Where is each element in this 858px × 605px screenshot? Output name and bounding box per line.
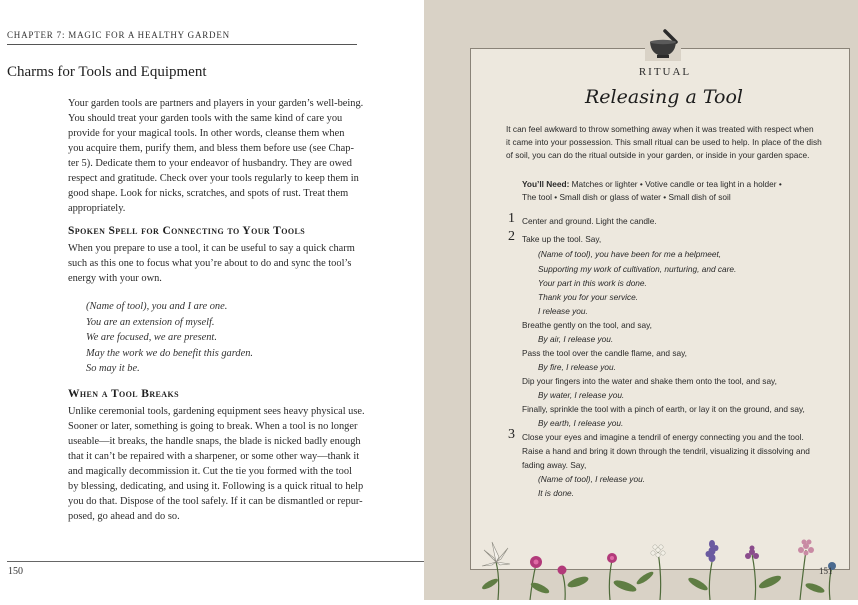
needs-items: Matches or lighter • Votive candle or tea light in a holder •: [569, 179, 782, 189]
verse-line: By fire, I release you.: [538, 362, 616, 372]
text-line: such as this one to focus what you’re about to do and sync the tool’s: [68, 258, 352, 269]
step-text: Pass the tool over the candle flame, and say,: [522, 348, 687, 358]
ritual-title: Releasing a Tool: [585, 86, 743, 108]
text-line: good shape. Look for nicks, scratches, and spots of rust. Treat them: [68, 188, 349, 199]
left-page: [0, 0, 424, 600]
text-line: energy with your own.: [68, 273, 162, 284]
text-line: it came into your possession. This small ritual can be used to help. In place of the dish: [506, 137, 822, 147]
verse-line: We are focused, we are present.: [86, 332, 217, 343]
text-line: Sooner or later, something is going to break. When a tool is no longer: [68, 421, 358, 432]
wildflower-border-illustration: [470, 522, 848, 600]
step-text: Take up the tool. Say,: [522, 234, 602, 244]
step-text: Center and ground. Light the candle.: [522, 216, 657, 226]
text-line: posed, go ahead and do so.: [68, 511, 180, 522]
verse-line: I release you.: [538, 306, 588, 316]
text-line: you acquire them, purify them, and bless them before use (see Chap-: [68, 143, 354, 154]
step-number: 3: [508, 427, 515, 442]
text-line: provide for your magical tools. In other words, cleanse them when: [68, 128, 345, 139]
header-rule: [7, 44, 357, 45]
section-title: Charms for Tools and Equipment: [7, 64, 207, 80]
mortar-and-pestle-icon: [645, 27, 681, 61]
verse-line: So may it be.: [86, 363, 140, 374]
verse-line: Your part in this work is done.: [538, 278, 647, 288]
verse-line: By water, I release you.: [538, 390, 625, 400]
verse-line: By air, I release you.: [538, 334, 614, 344]
text-line: It can feel awkward to throw something away when it was treated with respect when: [506, 124, 814, 134]
ritual-label: RITUAL: [638, 66, 692, 78]
text-line: ter 5). Dedicate them to your endeavor of husbandry. They are owed: [68, 158, 352, 169]
needs-label: You’ll Need:: [522, 179, 570, 189]
text-line: Your garden tools are partners and players in your garden’s well-being.: [68, 98, 364, 109]
step-text: Breathe gently on the tool, and say,: [522, 320, 652, 330]
page-number: 151: [819, 566, 833, 576]
breaks-heading: When a Tool Breaks: [68, 388, 179, 400]
verse-line: (Name of tool), I release you.: [538, 474, 645, 484]
verse-line: Thank you for your service.: [538, 292, 639, 302]
page-number: 150: [8, 566, 23, 577]
verse-line: It is done.: [538, 488, 574, 498]
step-text: fading away. Say,: [522, 460, 587, 470]
step-number: 2: [508, 229, 515, 244]
verse-line: You are an extension of myself.: [86, 317, 215, 328]
step-number: 1: [508, 211, 515, 226]
verse-line: (Name of tool), you and I are one.: [86, 301, 228, 312]
text-line: Unlike ceremonial tools, gardening equipment sees heavy physical use.: [68, 406, 365, 417]
verse-line: By earth, I release you.: [538, 418, 624, 428]
verse-line: May the work we do benefit this garden.: [86, 348, 253, 359]
text-line: you do that. Dispose of the tool safely. If it can be dismantled or repur-: [68, 496, 363, 507]
footer-rule: [7, 561, 425, 562]
chapter-header: CHAPTER 7: MAGIC FOR A HEALTHY GARDEN: [7, 30, 230, 40]
step-text: Dip your fingers into the water and shake them onto the tool, and say,: [522, 376, 777, 386]
needs-line: [522, 178, 782, 191]
text-line: useable—it breaks, the handle snaps, the blade is nicked badly enough: [68, 436, 361, 447]
text-line: When you prepare to use a tool, it can be useful to say a quick charm: [68, 243, 355, 254]
needs-items-2: The tool • Small dish or glass of water • Small dish of soil: [522, 192, 731, 202]
step-text: Raise a hand and bring it down through the tendril, visualizing it dissolving and: [522, 446, 810, 456]
step-text: Finally, sprinkle the tool with a pinch of earth, or lay it on the ground, and say,: [522, 404, 805, 414]
text-line: that it can’t be repaired with a sharpener, or some other way—thank it: [68, 451, 360, 462]
spell-heading: Spoken Spell for Connecting to Your Tools: [68, 225, 306, 237]
text-line: You should treat your garden tools with the same kind of care you: [68, 113, 343, 124]
text-line: and magically decommission it. Cut the tie you formed with the tool: [68, 466, 352, 477]
text-line: respect and gratitude. Check over your tools regularly to keep them in: [68, 173, 359, 184]
text-line: by blessing, dedicating, and using it. Following is a quick ritual to help: [68, 481, 364, 492]
verse-line: Supporting my work of cultivation, nurturing, and care.: [538, 264, 737, 274]
text-line: appropriately.: [68, 203, 126, 214]
step-text: Close your eyes and imagine a tendril of energy connecting you and the tool.: [522, 432, 804, 442]
text-line: of soil, you can do the ritual outside in your garden, or inside in your garden space.: [506, 150, 810, 160]
verse-line: (Name of tool), you have been for me a helpmeet,: [538, 249, 722, 259]
